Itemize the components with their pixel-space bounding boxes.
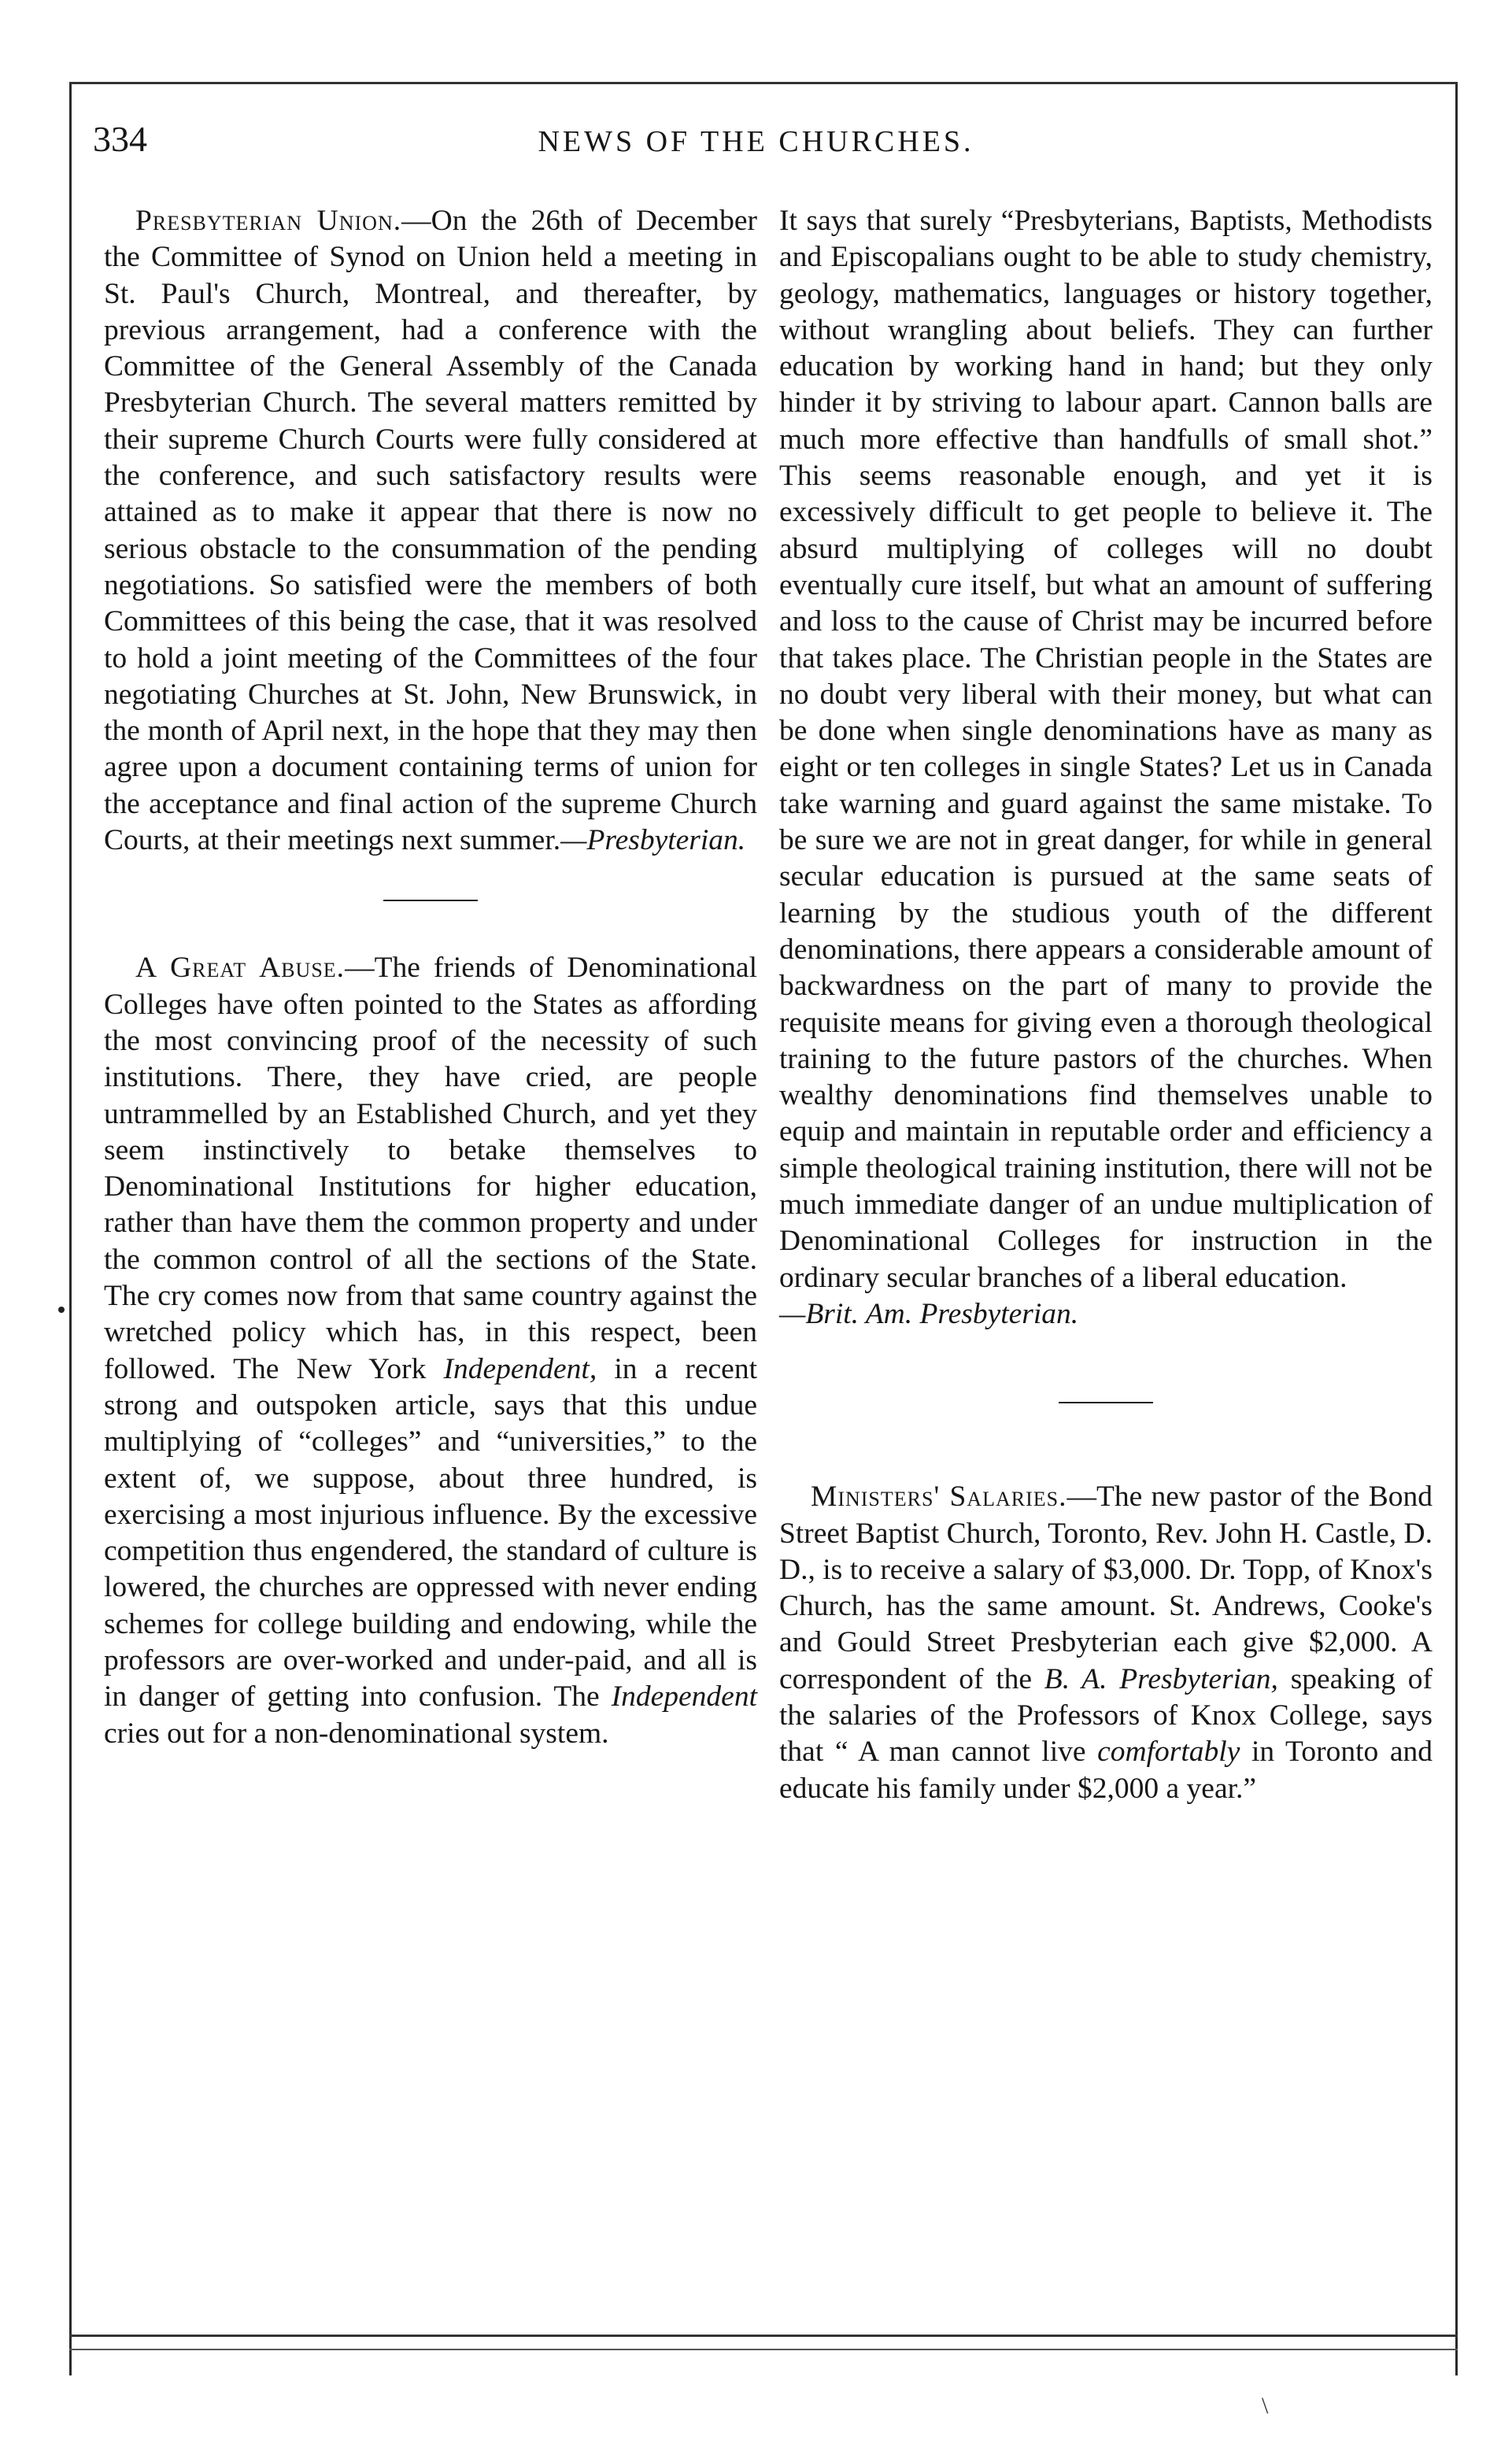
publication-name: B. A. Presbyterian, — [1044, 1662, 1278, 1695]
bottom-rule — [69, 2335, 1458, 2337]
margin-dot — [58, 1307, 65, 1313]
article-body: —On the 26th of December the Committee of Synod on Union held a meeting in St. Paul's Church, Montreal, and thereafter, by previous arrangement, had a conference with the Committee of the General Assembly of the Canada Presbyterian Church. The several matters remitted by their supreme Church Courts were fully considered at the conference, and such satisfactory results were attained as to make it appear that there is now no serious obstacle to the consummation of the pending negotiations. So satisfied were the members of both Committees of this being the case, that it was resolved to hold a joint meeting of the Committees of the four negotiating Churches at St. John, New Brunswick, in the month of April next, in the hope that they may then agree upon a document containing terms of union for the acceptance and final action of the supreme Church Courts, at their meetings next summer. — [104, 205, 757, 857]
bottom-rule-secondary — [69, 2349, 1458, 2350]
article-source: —Presbyterian. — [560, 824, 746, 857]
publication-name: Independent — [611, 1680, 757, 1714]
section-divider — [383, 900, 478, 901]
article-source-line — [779, 1296, 1433, 1333]
article-body-cont: in Toronto and educate his family under $2,000 a year.” — [779, 1736, 1433, 1805]
article-title: Ministers' Salaries. — [811, 1481, 1067, 1514]
publication-name: Independent, — [443, 1352, 597, 1385]
left-column — [104, 203, 757, 1752]
article-source: —Brit. Am. Presbyterian. — [779, 1297, 1079, 1330]
stray-mark: \ — [1262, 2393, 1269, 2419]
article-presbyterian-union — [104, 203, 757, 859]
article-great-abuse-continued — [779, 203, 1433, 1296]
section-divider — [1059, 1402, 1153, 1403]
article-body-cont: It says that surely “Presbyterians, Baptists, Methodists and Episcopalians ought to be able to study chemistry, geology, mathematics, languages or history together, without wrangling about beliefs. They can further education by working hand in hand; but they only hinder it by striving to labour apart. Cannon balls are much more effective than handfulls of small shot.” This seems reasonable enough, and yet it is excessively difficult to get people to believe it. The absurd multiplying of colleges will no doubt eventually cure itself, but what an amount of suffering and loss to the cause of Christ may be incurred before that takes place. The Christian people in the States are no doubt very liberal with their money, but what can be done when single denominations have as many as eight or ten colleges in single States? Let us in Canada take warning and guard against the same mistake. To be sure we are not in great danger, for while in general secular education is pursued at the same seats of learning by the studious youth of the different denominations, there appears a considerable amount of backwardness on the part of many to provide the requisite means for giving even a thorough theological training to the future pastors of the churches. When wealthy denominations find themselves unable to equip and maintain in reputable order and efficiency a simple theological training institution, there will not be much immediate danger of an undue multiplication of Denominational Colleges for instruction in the ordinary secular branches of a liberal education. — [779, 205, 1433, 1294]
top-rule — [69, 82, 1458, 84]
emphasis: comfortably — [1097, 1736, 1240, 1769]
page-number: 334 — [93, 119, 147, 159]
article-great-abuse — [104, 950, 757, 1752]
article-body-cont: in a recent strong and outspoken article, says that this undue multiplying of “colleges” and “universities,” to the extent of, we suppose, about three hundred, is exercising a most injurious influence. By the excessive competition thus engendered, the standard of culture is lowered, the churches are oppressed with never ending schemes for college building and endowing, while the professors are over-worked and under-paid, and all is in danger of getting into confusion. The — [104, 1352, 757, 1714]
article-title: Presbyterian Union. — [135, 205, 402, 237]
article-body: —The friends of Denominational Colleges have often pointed to the States as affording the most convincing proof of the necessity of such institutions. There, they have cried, are people untrammelled by an Established Church, and yet they seem instinctively to betake themselves to Denominational Institutions for higher education, rather than have them the common property and under the common control of all the sections of the State. The cry comes now from that same country against the wretched policy which has, in this respect, been followed. The New York — [104, 952, 758, 1385]
article-body: —The new pastor of the Bond Street Baptist Church, Toronto, Rev. John H. Castle, D. D., is to receive a salary of $3,000. Dr. Topp, of Knox's Church, has the same amount. St. Andrews, Cooke's and Gould Street Presbyterian each give $2,000. A correspondent of the — [779, 1481, 1433, 1695]
article-body-cont: cries out for a non-denominational system. — [104, 1717, 609, 1750]
article-title: A Great Abuse. — [135, 952, 346, 985]
article-ministers-salaries — [779, 1479, 1433, 1807]
running-head: NEWS OF THE CHURCHES. — [538, 125, 974, 158]
right-column — [779, 203, 1433, 1807]
article-body-cont: speaking of the salaries of the Professors of Knox College, says that “ A man cannot live — [779, 1662, 1433, 1769]
